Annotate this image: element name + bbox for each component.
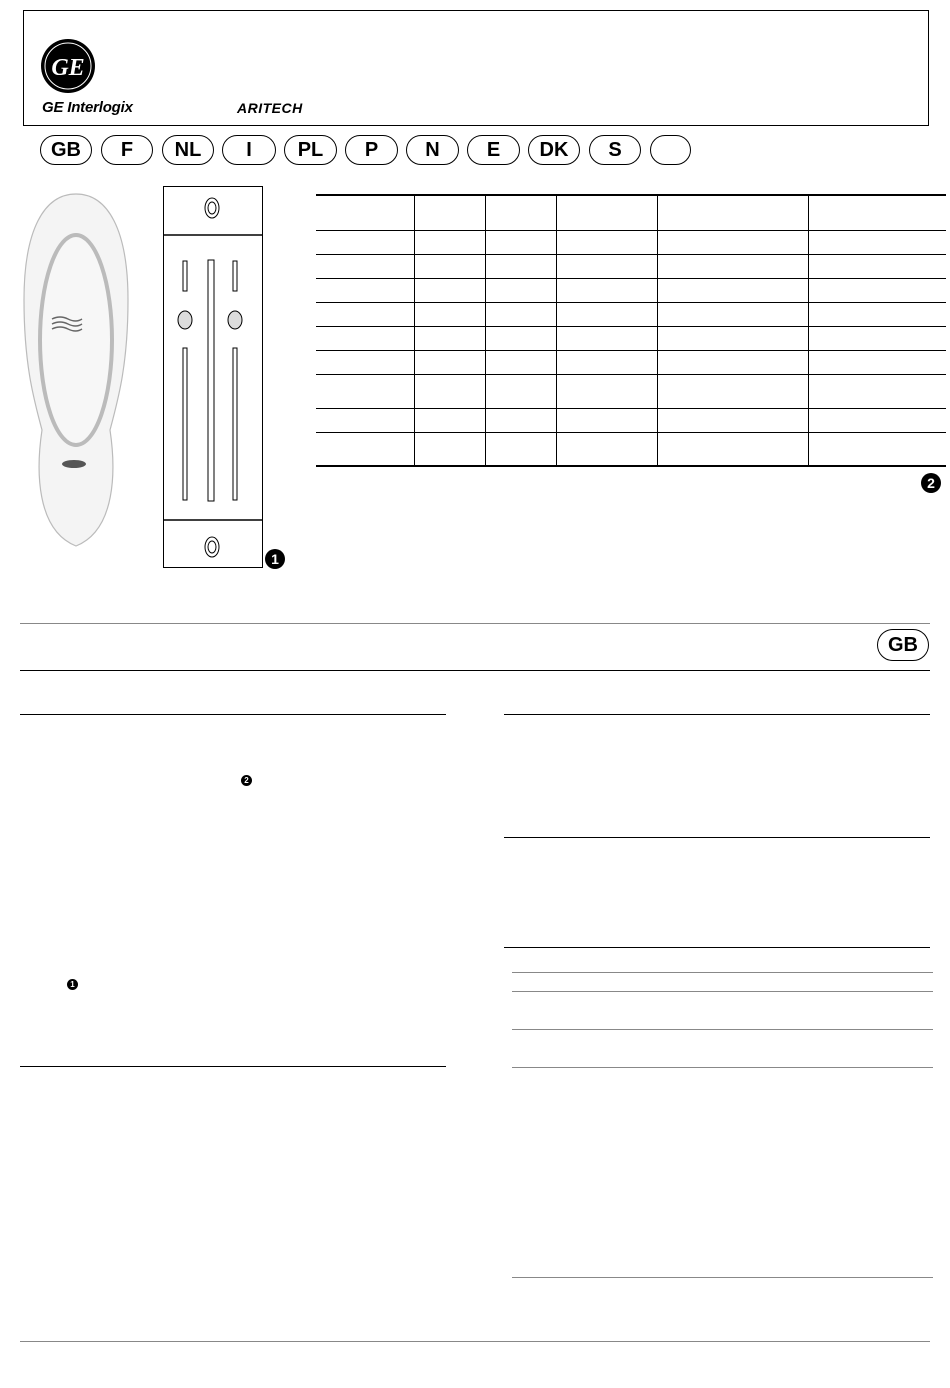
right-table-row-rule [512,991,933,992]
table-column-divider [414,194,415,467]
right-column-heading-rule [504,837,930,838]
detector-illustration [22,190,130,550]
section-bottom-rule [20,670,930,671]
figure-1-marker: 1 [265,549,285,569]
spec-table-bottom-rule [316,465,946,467]
inline-figure-1-ref: 1 [67,979,78,990]
lang-pill-dk[interactable]: DK [528,135,580,165]
table-column-divider [657,194,658,467]
lang-pill-pl[interactable]: PL [284,135,337,165]
left-column-heading-rule [20,1066,446,1067]
wall-plate-illustration [163,186,263,568]
lang-pill-e[interactable]: E [467,135,520,165]
table-row [316,326,946,351]
figure-2-marker: 2 [921,473,941,493]
partner-brand: ARITECH [237,100,303,116]
lang-pill-p[interactable]: P [345,135,398,165]
table-row [316,230,946,255]
right-column-heading-rule [504,947,930,948]
header-box [23,10,929,126]
ge-logo-icon [40,38,96,94]
table-row [316,350,946,375]
right-table-row-rule [512,1067,933,1068]
table-row [316,194,946,231]
table-row [316,254,946,279]
inline-figure-2-ref: 2 [241,775,252,786]
table-row [316,408,946,433]
lang-pill-n[interactable]: N [406,135,459,165]
table-column-divider [808,194,809,467]
brand-name: GE Interlogix [42,99,133,116]
lang-pill-blank[interactable] [650,135,691,165]
right-table-row-rule [512,1277,933,1278]
lang-pill-gb[interactable]: GB [40,135,92,165]
section-top-rule [20,623,930,624]
right-table-row-rule [512,1029,933,1030]
lang-pill-f[interactable]: F [101,135,153,165]
table-column-divider [556,194,557,467]
left-column-heading-rule [20,714,446,715]
footer-rule [20,1341,930,1342]
table-row [316,278,946,303]
right-column-heading-rule [504,714,930,715]
section-language-badge: GB [877,629,929,661]
table-column-divider [485,194,486,467]
right-table-row-rule [512,972,933,973]
lang-pill-nl[interactable]: NL [162,135,214,165]
lang-pill-s[interactable]: S [589,135,641,165]
lang-pill-i[interactable]: I [222,135,276,165]
table-row [316,374,946,409]
table-row [316,302,946,327]
ge-logo-text: GE [51,55,85,81]
